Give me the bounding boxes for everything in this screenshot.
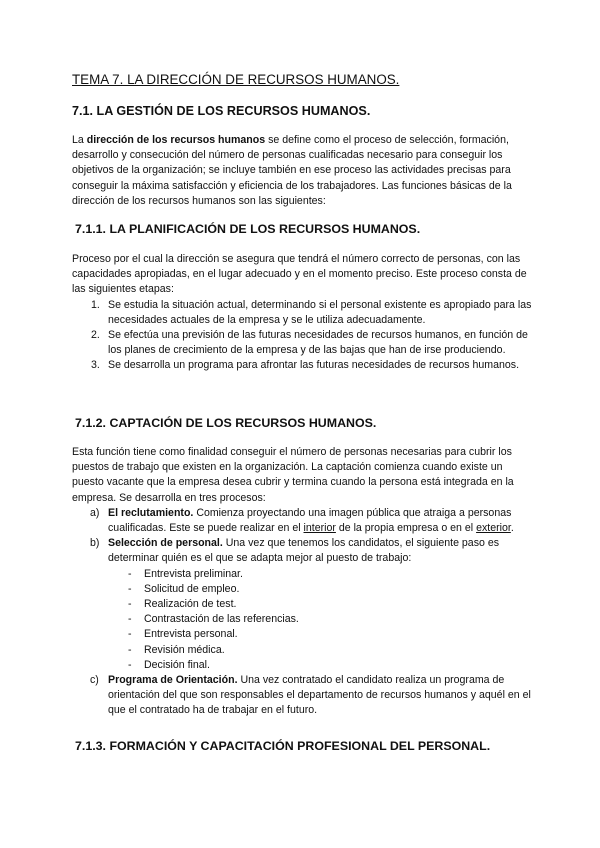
list-item <box>108 597 532 612</box>
list-item-text: Contrastación de las referencias. <box>144 613 299 626</box>
list-item-text: Entrevista personal. <box>144 628 238 641</box>
process-text: de la propia empresa o en el <box>335 522 477 535</box>
process-text: Una vez que tenemos los candidatos, el siguiente paso es determinar quién es el que se adapta mejor al puesto de trabajo: <box>108 537 500 565</box>
dash-marker: - <box>128 582 132 595</box>
list-item <box>108 643 532 658</box>
list-item-text: Revisión médica. <box>144 643 225 656</box>
list-item <box>108 627 532 642</box>
list-item <box>72 328 532 358</box>
list-marker: a) <box>90 506 100 519</box>
section-heading-7-1-3: 7.1.3. FORMACIÓN Y CAPACITACIÓN PROFESIONAL DEL PERSONAL. <box>75 739 491 753</box>
process-title: El reclutamiento. <box>108 506 194 519</box>
dash-marker: - <box>128 628 132 641</box>
underlined-term-exterior: exterior <box>476 522 511 535</box>
underlined-term-interior: interior <box>303 522 336 535</box>
list-item-text: Se efectúa una previsión de las futuras necesidades de recursos humanos, en función de los planes de crecimiento de la empresa y de las bajas que han de irse produciendo. <box>108 329 528 357</box>
intro-text-rest: se define como el proceso de selección, formación, desarrollo y consecución del número de personas cualificadas necesario para conseguir los objetivos de la organización; se incluye también en ese proceso las actividades precisas para conseguir la máxima satisfacción y eficiencia de los trabajadores. Las funciones básicas de la dirección de los recursos humanos son las siguientes: <box>72 134 512 207</box>
dash-marker: - <box>128 567 132 580</box>
section-7-1-2-body <box>72 445 532 719</box>
list-item-text: Se estudia la situación actual, determinando si el personal existente es apropiado para las necesidades actuales de la empresa y se le utiliza adecuadamente. <box>108 298 532 326</box>
document-title: TEMA 7. LA DIRECCIÓN DE RECURSOS HUMANOS. <box>72 72 400 87</box>
process-text: Una vez contratado el candidato realiza un programa de orientación del que son responsables el departamento de recursos humanos y aquél en el que el contratado ha de trabajar en el futuro. <box>108 674 531 717</box>
process-item-c <box>72 673 532 719</box>
list-item-text: Se desarrolla un programa para afrontar las futuras necesidades de recursos humanos. <box>108 359 520 372</box>
list-item <box>108 582 532 597</box>
process-title: Programa de Orientación. <box>108 674 238 687</box>
list-marker: b) <box>90 537 100 550</box>
list-item-text: Realización de test. <box>144 598 237 611</box>
list-marker: 2. <box>91 329 100 342</box>
planning-steps-list <box>72 298 532 374</box>
section-heading-7-1-2: 7.1.2. CAPTACIÓN DE LOS RECURSOS HUMANOS. <box>75 416 377 430</box>
list-item-text: Entrevista preliminar. <box>144 567 243 580</box>
list-marker: 1. <box>91 298 100 311</box>
process-title: Selección de personal. <box>108 537 223 550</box>
list-marker: 3. <box>91 359 100 372</box>
intro-bold-term: dirección de los recursos humanos <box>86 134 266 146</box>
dash-marker: - <box>128 613 132 626</box>
list-item <box>72 358 532 373</box>
section-heading-7-1: 7.1. LA GESTIÓN DE LOS RECURSOS HUMANOS. <box>72 104 371 118</box>
section-7-1-intro <box>72 133 532 209</box>
planning-intro: Proceso por el cual la dirección se asegura que tendrá el número correcto de personas, con las capacidades apropiadas, en el lugar adecuado y en el momento preciso. Este proceso consta de las siguientes etapas: <box>72 253 527 296</box>
process-item-b <box>72 536 532 673</box>
selection-steps-list <box>108 567 532 673</box>
list-item-text: Solicitud de empleo. <box>144 582 240 595</box>
process-text: Comienza proyectando una imagen pública que atraiga a personas cualificadas. Este se puede realizar en el <box>108 506 512 535</box>
list-item <box>72 298 532 328</box>
intro-text-start: La <box>72 134 87 146</box>
section-7-1-1-body <box>72 252 532 374</box>
captacion-intro: Esta función tiene como finalidad conseguir el número de personas necesarias para cubrir los puestos de trabajo que existen en la organización. La captación comienza cuando existe un puesto vacante que la empresa desea cubrir y termina cuando la persona está integrada en la empresa. Se desarrolla en tres procesos: <box>72 446 514 504</box>
dash-marker: - <box>128 643 132 656</box>
dash-marker: - <box>128 658 132 671</box>
process-text: . <box>510 522 514 535</box>
list-item <box>108 658 532 673</box>
dash-marker: - <box>128 598 132 611</box>
process-item-a <box>72 506 532 536</box>
list-item <box>108 612 532 627</box>
section-heading-7-1-1: 7.1.1. LA PLANIFICACIÓN DE LOS RECURSOS HUMANOS. <box>75 222 421 236</box>
list-item <box>108 567 532 582</box>
list-marker: c) <box>90 674 99 687</box>
list-item-text: Decisión final. <box>144 658 210 671</box>
